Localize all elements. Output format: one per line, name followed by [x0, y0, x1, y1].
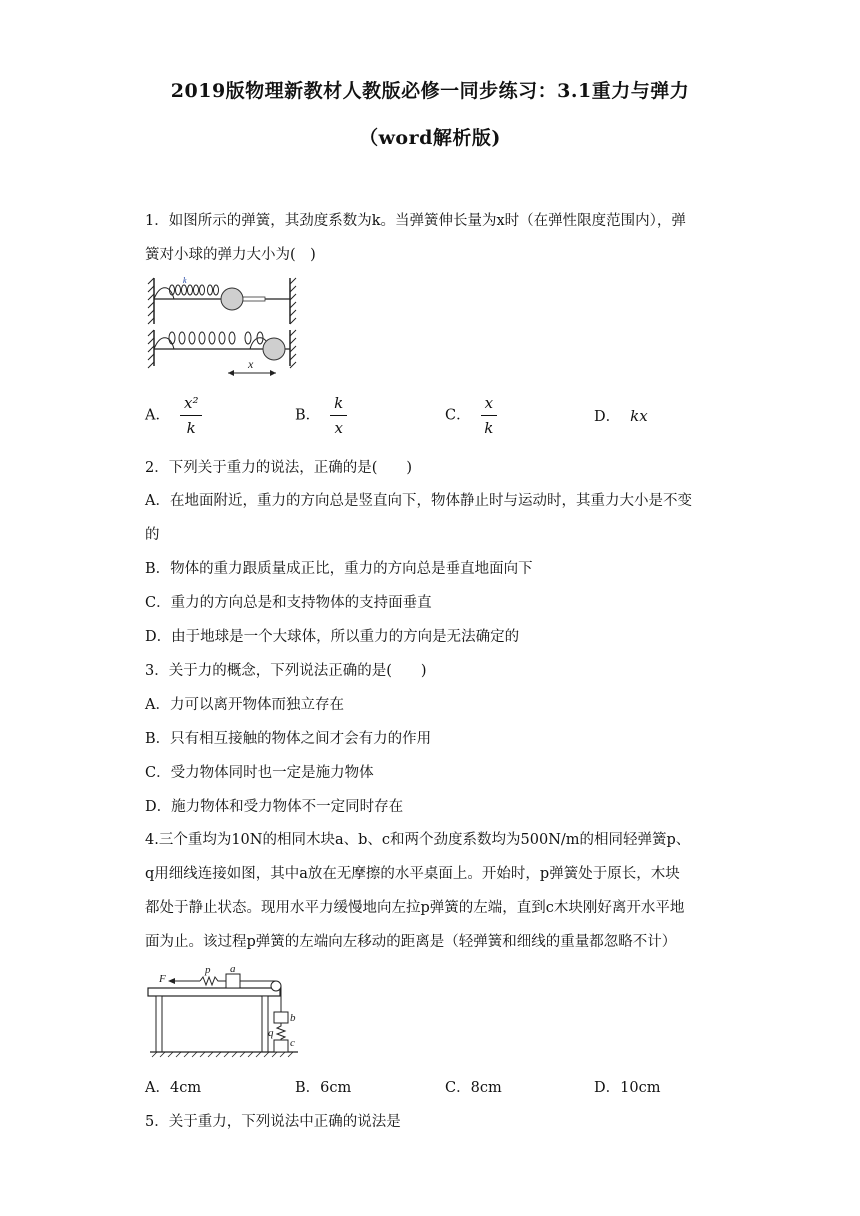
q1-option-a-letter: A．: [145, 407, 170, 424]
q1-option-b-numerator: k: [330, 394, 347, 416]
q1-option-b-letter: B．: [295, 407, 321, 424]
q4-fig-label-a: a: [230, 963, 236, 975]
q1-option-a: [145, 394, 202, 437]
q3-option-d: D．施力物体和受力物体不一定同时存在: [145, 799, 404, 815]
q1-option-b-denominator: x: [334, 419, 343, 437]
q1-stem-line1: 1．如图所示的弹簧，其劲度系数为k。当弹簧伸长量为x时（在弹性限度范围内），弹: [145, 213, 686, 229]
q3-option-b: B．只有相互接触的物体之间才会有力的作用: [145, 731, 432, 747]
q3-option-a: A．力可以离开物体而独立存在: [145, 697, 344, 713]
q4-option-b: B．6cm: [295, 1080, 352, 1096]
q1-fig-label-k: k: [183, 276, 187, 285]
q1-option-a-numerator: x²: [180, 394, 202, 416]
q1-option-a-denominator: k: [186, 419, 196, 437]
q3-option-c: C．受力物体同时也一定是施力物体: [145, 765, 374, 781]
q2-option-a-line1: A．在地面附近，重力的方向总是竖直向下，物体静止时与运动时，其重力大小是不变: [145, 493, 692, 509]
q4-stem-line1: 4.三个重均为10N的相同木块a、b、c和两个劲度系数均为500N/m的相同轻弹簧p、: [145, 832, 691, 848]
q1-option-d-text: kx: [630, 407, 648, 425]
q1-option-b: [295, 394, 347, 437]
q1-fig-label-x: x: [248, 357, 254, 371]
q1-option-d: [594, 405, 648, 426]
q4-table-figure: [148, 962, 308, 1058]
q1-option-d-letter: D．: [594, 409, 621, 425]
q5-stem: 5．关于重力，下列说法中正确的说法是: [145, 1114, 401, 1130]
q4-option-a: A．4cm: [145, 1080, 202, 1096]
document-title-line1: 2019版物理新教材人教版必修一同步练习：3.1重力与弹力: [170, 80, 690, 102]
q4-option-c: C．8cm: [445, 1080, 502, 1096]
q4-fig-label-b: b: [290, 1012, 296, 1024]
q2-option-d: D．由于地球是一个大球体，所以重力的方向是无法确定的: [145, 629, 520, 645]
q4-fig-label-f: F: [159, 973, 166, 985]
q1-stem-line2: 簧对小球的弹力大小为( ): [145, 247, 316, 263]
q4-stem-line2: q用细线连接如图，其中a放在无摩擦的水平桌面上。开始时，p弹簧处于原长，木块: [145, 866, 680, 882]
document-title-line2: （word解析版): [359, 127, 501, 149]
q4-fig-label-p: p: [205, 964, 211, 976]
q4-option-d: D．10cm: [594, 1080, 661, 1096]
q3-stem: 3．关于力的概念，下列说法正确的是( ): [145, 663, 427, 679]
q1-option-c-letter: C．: [445, 407, 471, 424]
q1-option-c-numerator: x: [481, 394, 497, 416]
q2-stem: 2．下列关于重力的说法，正确的是( ): [145, 460, 413, 476]
q2-option-a-line2: 的: [145, 527, 160, 543]
q2-option-b: B．物体的重力跟质量成正比，重力的方向总是垂直地面向下: [145, 561, 533, 577]
q4-fig-label-c: c: [290, 1037, 295, 1049]
q1-spring-figure: [148, 272, 308, 380]
q4-fig-label-q: q: [268, 1027, 274, 1039]
q1-option-c: [445, 394, 497, 437]
q4-stem-line3: 都处于静止状态。现用水平力缓慢地向左拉p弹簧的左端，直到c木块刚好离开水平地: [145, 900, 685, 916]
q4-stem-line4: 面为止。该过程p弹簧的左端向左移动的距离是（轻弹簧和细线的重量都忽略不计）: [145, 934, 677, 950]
q2-option-c: C．重力的方向总是和支持物体的支持面垂直: [145, 595, 432, 611]
q1-option-c-denominator: k: [484, 419, 494, 437]
